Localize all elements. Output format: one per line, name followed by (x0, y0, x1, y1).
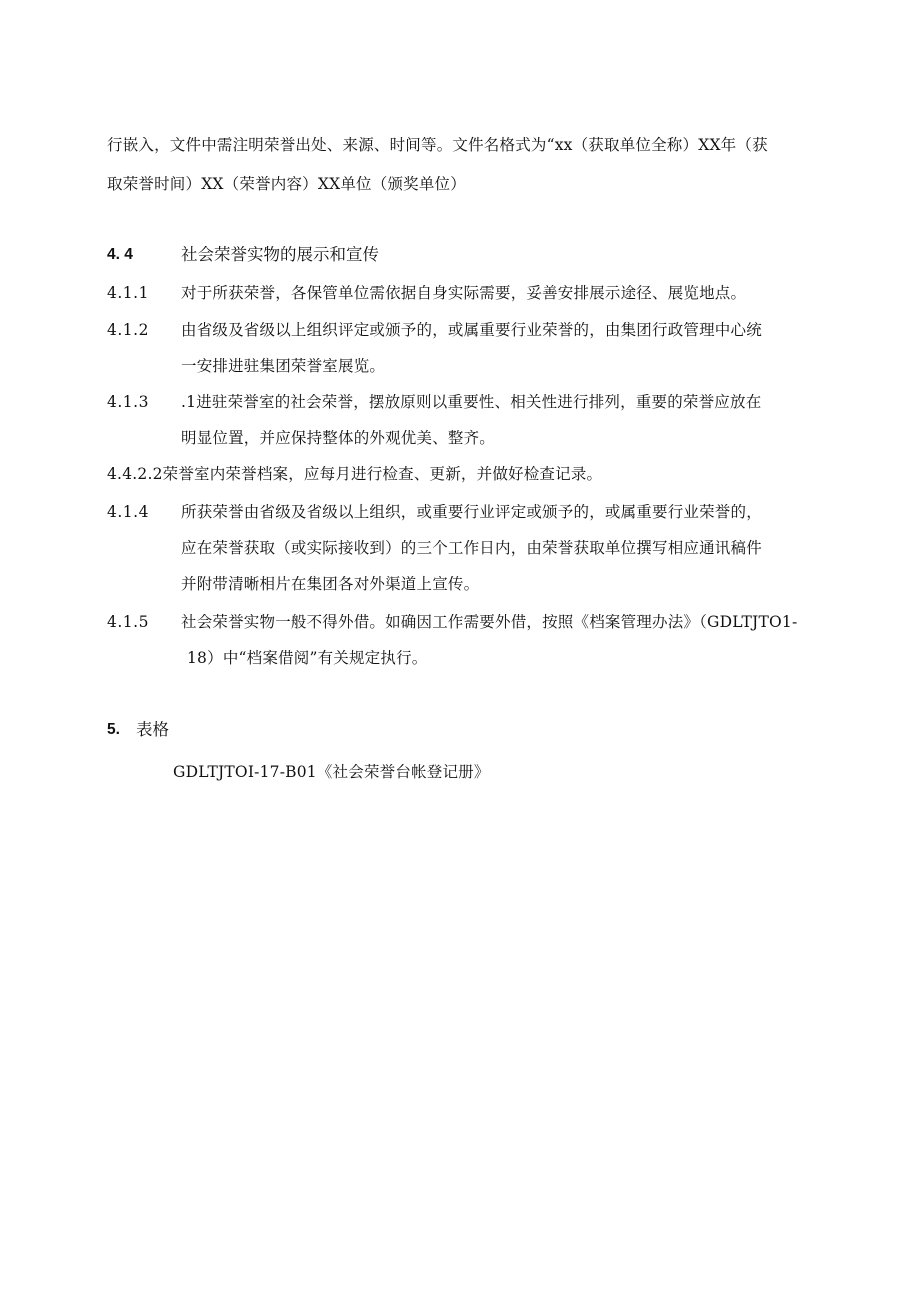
section-5-number: 5. (107, 721, 120, 738)
item-4-1-4-text-3: 并附带清晰相片在集团各对外渠道上宣传。 (181, 575, 480, 593)
item-4-1-2-text-1: 由省级及省级以上组织评定或颁予的，或属重要行业荣誉的，由集团行政管理中心统 (181, 321, 762, 339)
section-4-4-title: 社会荣誉实物的展示和宣传 (181, 245, 379, 264)
section-5-title: 表格 (136, 720, 169, 739)
item-4-1-5-number: 4.1.5 (107, 613, 149, 631)
intro-line-2: 取荣誉时间）XX（荣誉内容）XX单位（颁奖单位） (107, 175, 466, 193)
item-4-1-4-number: 4.1.4 (107, 503, 149, 521)
intro-line-1: 行嵌入，文件中需注明荣誉出处、来源、时间等。文件名格式为“xx（获取单位全称）XX年（获 (107, 136, 768, 154)
section-5-form-reference: GDLTJTOI-17-B01《社会荣誉台帐登记册》 (173, 763, 490, 781)
item-4-1-5-text-2: 18）中“档案借阅”有关规定执行。 (187, 649, 428, 667)
item-4-1-5-text-1: 社会荣誉实物一般不得外借。如确因工作需要外借，按照《档案管理办法》（GDLTJTO1- (181, 613, 798, 631)
item-4-1-4-text-2: 应在荣誉获取（或实际接收到）的三个工作日内，由荣誉获取单位撰写相应通讯稿件 (181, 539, 762, 557)
item-4-4-2-2-text: 4.4.2.2荣誉室内荣誉档案，应每月进行检查、更新，并做好检查记录。 (107, 465, 603, 483)
item-4-1-2-number: 4.1.2 (107, 321, 149, 339)
section-4-4-number: 4. 4 (107, 246, 133, 263)
item-4-1-1-text: 对于所获荣誉，各保管单位需依据自身实际需要，妥善安排展示途径、展览地点。 (181, 284, 747, 302)
item-4-1-3-text-2: 明显位置，并应保持整体的外观优美、整齐。 (181, 429, 496, 447)
item-4-1-2-text-2: 一安排进驻集团荣誉室展览。 (181, 357, 386, 375)
item-4-1-4-text-1: 所获荣誉由省级及省级以上组织，或重要行业评定或颁予的，或属重要行业荣誉的， (181, 503, 762, 521)
item-4-1-3-text-1: .1进驻荣誉室的社会荣誉，摆放原则以重要性、相关性进行排列，重要的荣誉应放在 (181, 393, 762, 411)
item-4-1-1-number: 4.1.1 (107, 284, 149, 302)
item-4-1-3-number: 4.1.3 (107, 393, 149, 411)
